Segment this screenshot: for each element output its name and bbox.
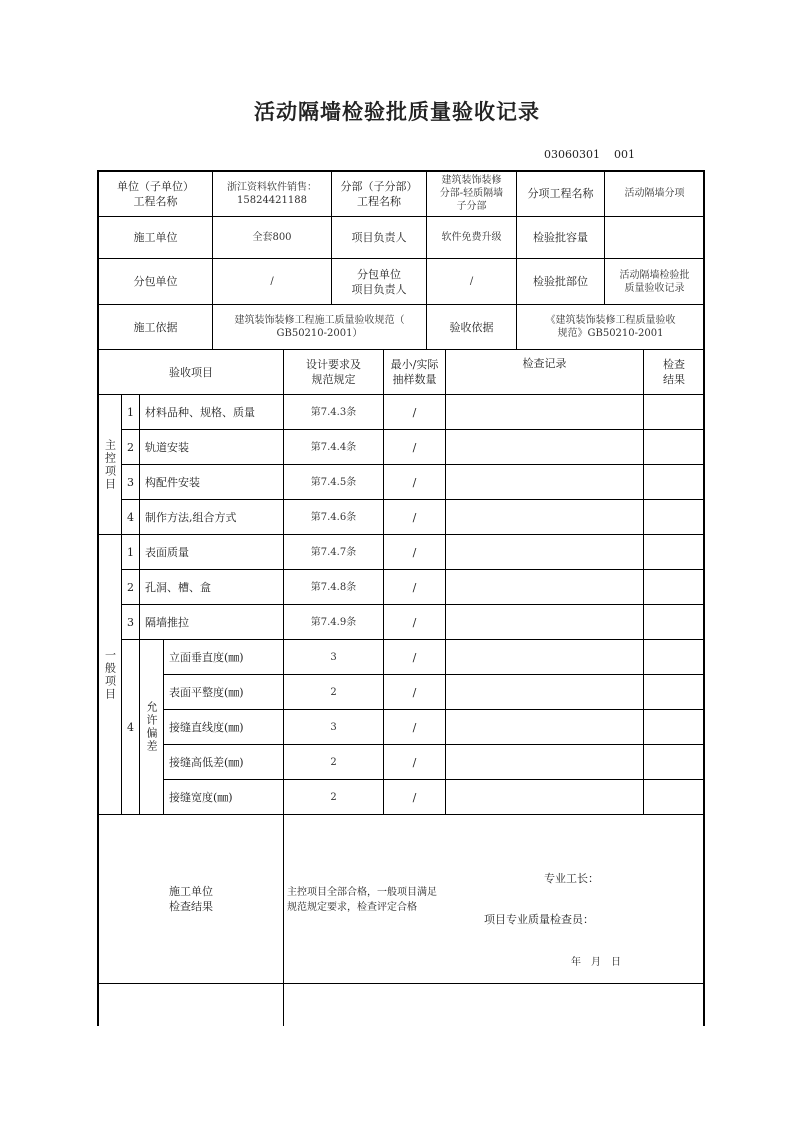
row-spec — [283, 499, 383, 534]
row-number — [121, 429, 139, 464]
tolerance-item-name — [163, 779, 283, 814]
unit-label-text: 单位（子单位） 工程名称 — [117, 179, 194, 208]
row-number — [121, 394, 139, 429]
tolerance-sample — [383, 639, 445, 674]
sub-pm-value-text: / — [469, 276, 474, 287]
date-label: 年 月 日 — [571, 957, 621, 968]
supervision-content — [283, 983, 704, 1026]
row-spec — [283, 464, 383, 499]
row-result — [643, 569, 704, 604]
row-record — [445, 464, 643, 499]
row-number — [121, 534, 139, 569]
row-item-name — [139, 604, 283, 639]
col-sample-header-text: 最小/实际 抽样数量 — [390, 358, 439, 386]
tolerance-item-name-text: 表面平整度(㎜) — [169, 685, 244, 699]
page-title: 活动隔墙检验批质量验收记录 — [254, 100, 540, 124]
row-sample-text: / — [412, 580, 417, 594]
tolerance-record — [445, 779, 643, 814]
accept-basis-label — [426, 304, 516, 349]
contractor-label-text: 施工单位 — [133, 231, 178, 244]
sub-pm-label-text: 分包单位 项目负责人 — [351, 267, 407, 296]
sub-pm-value — [426, 258, 516, 304]
tolerance-spec — [283, 744, 383, 779]
tolerance-sample-text: / — [412, 755, 417, 769]
main-group-label — [98, 394, 121, 534]
tolerance-sample — [383, 674, 445, 709]
row-item-name — [139, 429, 283, 464]
col-item-header — [98, 349, 283, 394]
accept-basis-value-text: 《建筑装饰装修工程质量验收 规范》GB50210-2001 — [545, 315, 676, 339]
tolerance-result — [643, 779, 704, 814]
tolerance-item-name-text: 接缝高低差(㎜) — [169, 755, 244, 769]
row-record — [445, 534, 643, 569]
row-spec — [283, 429, 383, 464]
division-value — [426, 170, 516, 216]
row-sample — [383, 569, 445, 604]
row-spec-text: 第7.4.6条 — [310, 511, 357, 523]
row-spec-text: 第7.4.8条 — [310, 581, 357, 593]
col-record-header — [445, 349, 643, 394]
col-sample-header — [383, 349, 445, 394]
row-spec — [283, 394, 383, 429]
unit-label — [98, 170, 212, 216]
general-group-label-text: 一般项目 — [103, 648, 117, 701]
row-item-name-text: 材料品种、规格、质量 — [145, 405, 255, 419]
col-record-header-text: 检查记录 — [522, 357, 567, 370]
contractor-label — [98, 216, 212, 258]
subitem-value-text: 活动隔墙分项 — [624, 188, 685, 199]
row-spec — [283, 534, 383, 569]
subcontractor-value-text: / — [270, 276, 274, 287]
table-border — [703, 170, 705, 1026]
row-number — [121, 569, 139, 604]
row-number-text: 1 — [127, 405, 134, 419]
accept-basis-value — [516, 304, 704, 349]
table-border — [97, 170, 99, 1026]
row-record — [445, 394, 643, 429]
row-sample — [383, 604, 445, 639]
tolerance-item-name-text: 接缝宽度(㎜) — [169, 790, 233, 804]
row-spec-text: 第7.4.5条 — [310, 476, 357, 488]
row-spec-text: 第7.4.3条 — [310, 406, 357, 418]
inspection-label-text: 施工单位 检查结果 — [169, 885, 213, 913]
row-sample — [383, 534, 445, 569]
row-number-text: 3 — [127, 615, 134, 629]
row-sample-text: / — [412, 545, 417, 559]
row-sample — [383, 499, 445, 534]
pm-label-text: 项目负责人 — [351, 231, 407, 244]
tolerance-spec-text: 2 — [330, 686, 337, 698]
row-sample — [383, 394, 445, 429]
tolerance-sample — [383, 709, 445, 744]
col-spec-header-text: 设计要求及 规范规定 — [306, 358, 361, 386]
col-spec-header — [283, 349, 383, 394]
row-item-name — [139, 499, 283, 534]
row-item-name-text: 表面质量 — [145, 545, 189, 559]
pm-value — [426, 216, 516, 258]
tolerance-result — [643, 674, 704, 709]
division-label — [331, 170, 426, 216]
tolerance-spec — [283, 639, 383, 674]
row-spec — [283, 604, 383, 639]
row-item-name — [139, 464, 283, 499]
inspection-content — [283, 814, 704, 983]
accept-basis-label-text: 验收依据 — [449, 320, 494, 334]
row-result — [643, 499, 704, 534]
pm-value-text: 软件免费升级 — [441, 232, 502, 243]
row-result — [643, 534, 704, 569]
tolerance-spec-text: 2 — [330, 756, 337, 768]
supervision-label — [98, 983, 283, 1026]
batch-part-value — [604, 258, 704, 304]
subitem-label-text: 分项工程名称 — [527, 187, 594, 200]
tolerance-item-name — [163, 674, 283, 709]
tolerance-label-text: 允许偏差 — [145, 701, 158, 753]
row-number-text: 1 — [127, 545, 134, 559]
basis-value — [212, 304, 426, 349]
batch-capacity-label — [516, 216, 604, 258]
row-sample-text: / — [412, 440, 417, 454]
row-number-text: 2 — [127, 580, 134, 594]
subcontractor-label — [98, 258, 212, 304]
row-result — [643, 394, 704, 429]
tolerance-spec — [283, 779, 383, 814]
row-sample — [383, 429, 445, 464]
row-spec — [283, 569, 383, 604]
row-spec-text: 第7.4.7条 — [310, 546, 357, 558]
foreman-label: 专业工长： — [544, 872, 599, 885]
tolerance-sample-text: / — [412, 650, 417, 664]
tolerance-sample-text: / — [412, 720, 417, 734]
tolerance-spec-text: 2 — [330, 791, 337, 803]
row-item-name-text: 构配件安装 — [145, 475, 200, 489]
tolerance-spec — [283, 709, 383, 744]
row-item-name-text: 轨道安装 — [145, 440, 189, 454]
tolerance-record — [445, 744, 643, 779]
row-number-text: 4 — [127, 510, 134, 524]
row-number-text: 2 — [127, 440, 134, 454]
general-group-label — [98, 534, 121, 814]
batch-capacity-value — [604, 216, 704, 258]
tolerance-sample-text: / — [412, 685, 417, 699]
pm-label — [331, 216, 426, 258]
tolerance-record — [445, 709, 643, 744]
row-sample-text: / — [412, 615, 417, 629]
tolerance-label — [139, 639, 163, 814]
row-record — [445, 604, 643, 639]
basis-label — [98, 304, 212, 349]
row-record — [445, 569, 643, 604]
row-result — [643, 464, 704, 499]
col-result-header-text: 检查 结果 — [663, 358, 685, 386]
row-record — [445, 429, 643, 464]
batch-part-label-text: 检验批部位 — [533, 275, 588, 288]
row-sample — [383, 464, 445, 499]
tolerance-sample-text: / — [412, 790, 417, 804]
row-item-name-text: 孔洞、槽、盒 — [145, 580, 211, 594]
subcontractor-value — [212, 258, 331, 304]
tolerance-spec — [283, 674, 383, 709]
row-number — [121, 499, 139, 534]
row-sample-text: / — [412, 510, 417, 524]
tolerance-result — [643, 709, 704, 744]
row-result — [643, 604, 704, 639]
tolerance-number — [121, 639, 139, 814]
unit-value — [212, 170, 331, 216]
row-spec-text: 第7.4.4条 — [310, 441, 357, 453]
tolerance-result — [643, 744, 704, 779]
row-item-name — [139, 394, 283, 429]
tolerance-item-name-text: 接缝直线度(㎜) — [169, 720, 244, 734]
tolerance-item-name — [163, 744, 283, 779]
row-sample-text: / — [412, 405, 417, 419]
batch-capacity-label-text: 检验批容量 — [533, 231, 588, 244]
subitem-label — [516, 170, 604, 216]
inspection-label — [98, 814, 283, 983]
batch-part-label — [516, 258, 604, 304]
tolerance-result — [643, 639, 704, 674]
row-number — [121, 464, 139, 499]
tolerance-record — [445, 639, 643, 674]
subcontractor-label-text: 分包单位 — [133, 275, 178, 288]
row-sample-text: / — [412, 475, 417, 489]
tolerance-sample — [383, 779, 445, 814]
inspection-conclusion: 主控项目全部合格，一般项目满足 规范规定要求，检查评定合格 — [287, 887, 437, 913]
inspector-label: 项目专业质量检查员： — [484, 913, 594, 926]
tolerance-item-name — [163, 639, 283, 674]
tolerance-sample — [383, 744, 445, 779]
contractor-value-text: 全套800 — [252, 232, 292, 243]
division-value-text: 建筑装饰装修 分部-轻质隔墙 子分部 — [439, 175, 504, 212]
row-number — [121, 604, 139, 639]
row-number-text: 3 — [127, 475, 134, 489]
basis-label-text: 施工依据 — [133, 320, 178, 334]
tolerance-item-name-text: 立面垂直度(㎜) — [169, 650, 244, 664]
tolerance-item-name — [163, 709, 283, 744]
form-code: 03060301 001 — [544, 148, 635, 161]
contractor-value — [212, 216, 331, 258]
col-result-header — [643, 349, 704, 394]
unit-value-text: 浙江资料软件销售： 15824421188 — [227, 181, 317, 206]
sub-pm-label — [331, 258, 426, 304]
basis-value-text: 建筑装饰装修工程施工质量验收规范（ GB50210-2001） — [234, 315, 405, 339]
main-group-label-text: 主控项目 — [103, 438, 117, 491]
division-label-text: 分部（子分部） 工程名称 — [340, 179, 418, 208]
batch-part-value-text: 活动隔墙检验批 质量验收记录 — [619, 269, 690, 294]
col-item-header-text: 验收项目 — [169, 365, 213, 379]
row-spec-text: 第7.4.9条 — [310, 616, 357, 628]
row-item-name — [139, 569, 283, 604]
tolerance-record — [445, 674, 643, 709]
subitem-value — [604, 170, 704, 216]
tolerance-number-text: 4 — [127, 720, 134, 734]
row-record — [445, 499, 643, 534]
row-item-name — [139, 534, 283, 569]
row-result — [643, 429, 704, 464]
table-border — [98, 170, 705, 172]
row-item-name-text: 隔墙推拉 — [145, 615, 189, 629]
tolerance-spec-text: 3 — [330, 721, 337, 733]
row-item-name-text: 制作方法,组合方式 — [145, 510, 237, 524]
tolerance-spec-text: 3 — [330, 651, 337, 663]
